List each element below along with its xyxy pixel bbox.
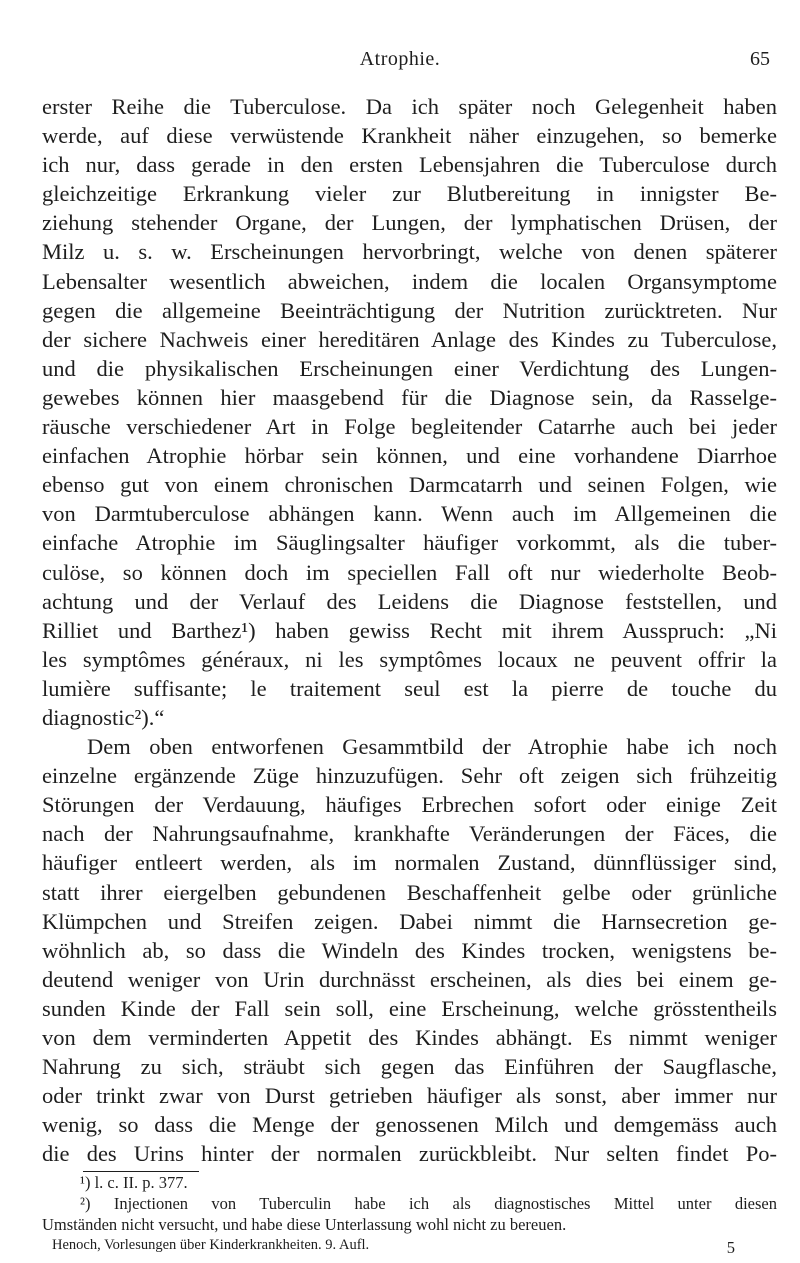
text-line: statt ihrer eiergelben gebundenen Beschaffenheit gelbe oder grünliche <box>42 879 777 905</box>
footnotes <box>42 1172 777 1256</box>
text-line: ziehung stehender Organe, der Lungen, der lymphatischen Drüsen, der <box>42 210 777 236</box>
text-line: gewebes können hier maasgebend für die Diagnose sein, da Rasselge- <box>42 384 777 410</box>
signature-text: Henoch, Vorlesungen über Kinderkrankheiten. 9. Aufl. <box>52 1237 370 1253</box>
text-line: deutend weniger von Urin durchnässt erscheinen, als dies bei einem ge- <box>42 966 777 992</box>
text-line: der sichere Nachweis einer hereditären Anlage des Kindes zu Tuberculose, <box>42 326 777 352</box>
printer-signature <box>42 1235 777 1256</box>
text-line: achtung und der Verlauf des Leidens die Diagnose feststellen, und <box>42 588 777 614</box>
text-line: diagnostic²).“ <box>42 704 165 730</box>
text-line: Klümpchen und Streifen zeigen. Dabei nimmt die Harnsecretion ge- <box>42 908 777 934</box>
text-line: ich nur, dass gerade in den ersten Lebensjahren die Tuberculose durch <box>42 152 777 178</box>
text-line: von Darmtuberculose abhängen kann. Wenn auch im Allgemeinen die <box>42 501 777 527</box>
text-line: lumière suffisante; le traitement seul est la pierre de touche du <box>42 675 777 701</box>
text-line: die des Urins hinter der normalen zurückbleibt. Nur selten findet Po- <box>42 1141 777 1167</box>
text-line: les symptômes généraux, ni les symptômes locaux ne peuvent offrir la <box>42 646 777 672</box>
text-line: von dem verminderten Appetit des Kindes abhängt. Es nimmt weniger <box>42 1025 777 1050</box>
text-line: oder trinkt zwar von Durst getrieben häufiger als sonst, aber immer nur <box>42 1083 777 1109</box>
text-line: und die physikalischen Erscheinungen einer Verdichtung des Lungen- <box>42 355 777 381</box>
text-line: einzelne ergänzende Züge hinzuzufügen. Sehr oft zeigen sich frühzeitig <box>42 763 777 789</box>
text-line: gleichzeitige Erkrankung vieler zur Blutbereitung in innigster Be- <box>42 181 777 207</box>
text-line: wöhnlich ab, so dass die Windeln des Kindes trocken, wenigstens be- <box>42 937 777 963</box>
running-header-title: Atrophie. <box>359 48 441 70</box>
text-line: räusche verschiedener Art in Folge begleitender Catarrhe auch bei jeder <box>42 414 777 440</box>
footnote-1: ¹) l. c. II. p. 377. <box>80 1173 188 1192</box>
footnote-2: ²) Injectionen von Tuberculin habe ich als diagnostisches Mittel unter diesen <box>80 1194 777 1213</box>
text-line: gegen die allgemeine Beeinträchtigung der Nutrition zurücktreten. Nur <box>42 297 777 323</box>
text-line: häufiger entleert werden, als im normalen Zustand, dünnflüssiger sind, <box>42 850 777 876</box>
footnote-2-continuation: Umständen nicht versucht, und habe diese Unterlassung wohl nicht zu bereuen. <box>42 1215 567 1234</box>
text-line: wenig, so dass die Menge der genossenen Milch und demgemäss auch <box>42 1112 777 1138</box>
text-line: nach der Nahrungsaufnahme, krankhafte Veränderungen der Fäces, die <box>42 821 777 847</box>
text-line: Milz u. s. w. Erscheinungen hervorbringt, welche von denen späterer <box>42 239 777 265</box>
text-line: werde, auf diese verwüstende Krankheit näher einzugehen, so bemerke <box>42 123 777 149</box>
text-line: Lebensalter wesentlich abweichen, indem die localen Organsymptome <box>42 268 777 294</box>
text-line: einfache Atrophie im Säuglingsalter häufiger vorkommt, als die tuber- <box>42 530 777 556</box>
paragraph-start-line: Dem oben entworfenen Gesammtbild der Atrophie habe ich noch <box>87 734 777 760</box>
text-line: culöse, so können doch im speciellen Fall oft nur wiederholte Beob- <box>42 559 777 585</box>
text-line: sunden Kinde der Fall sein soll, eine Erscheinung, welche grösstentheils <box>42 995 777 1021</box>
page-number: 65 <box>750 48 770 70</box>
text-line: erster Reihe die Tuberculose. Da ich später noch Gelegenheit haben <box>42 94 777 119</box>
body-text <box>42 92 777 1168</box>
text-line: Störungen der Verdauung, häufiges Erbrechen sofort oder einige Zeit <box>42 792 777 818</box>
text-line: Nahrung zu sich, sträubt sich gegen das Einführen der Saugflasche, <box>42 1054 777 1080</box>
signature-number: 5 <box>726 1238 735 1257</box>
text-line: Rilliet und Barthez¹) haben gewiss Recht mit ihrem Ausspruch: „Ni <box>42 617 777 643</box>
text-line: ebenso gut von einem chronischen Darmcatarrh und seinen Folgen, wie <box>42 472 777 498</box>
text-line: einfachen Atrophie hörbar sein können, und eine vorhandene Diarrhoe <box>42 443 777 469</box>
